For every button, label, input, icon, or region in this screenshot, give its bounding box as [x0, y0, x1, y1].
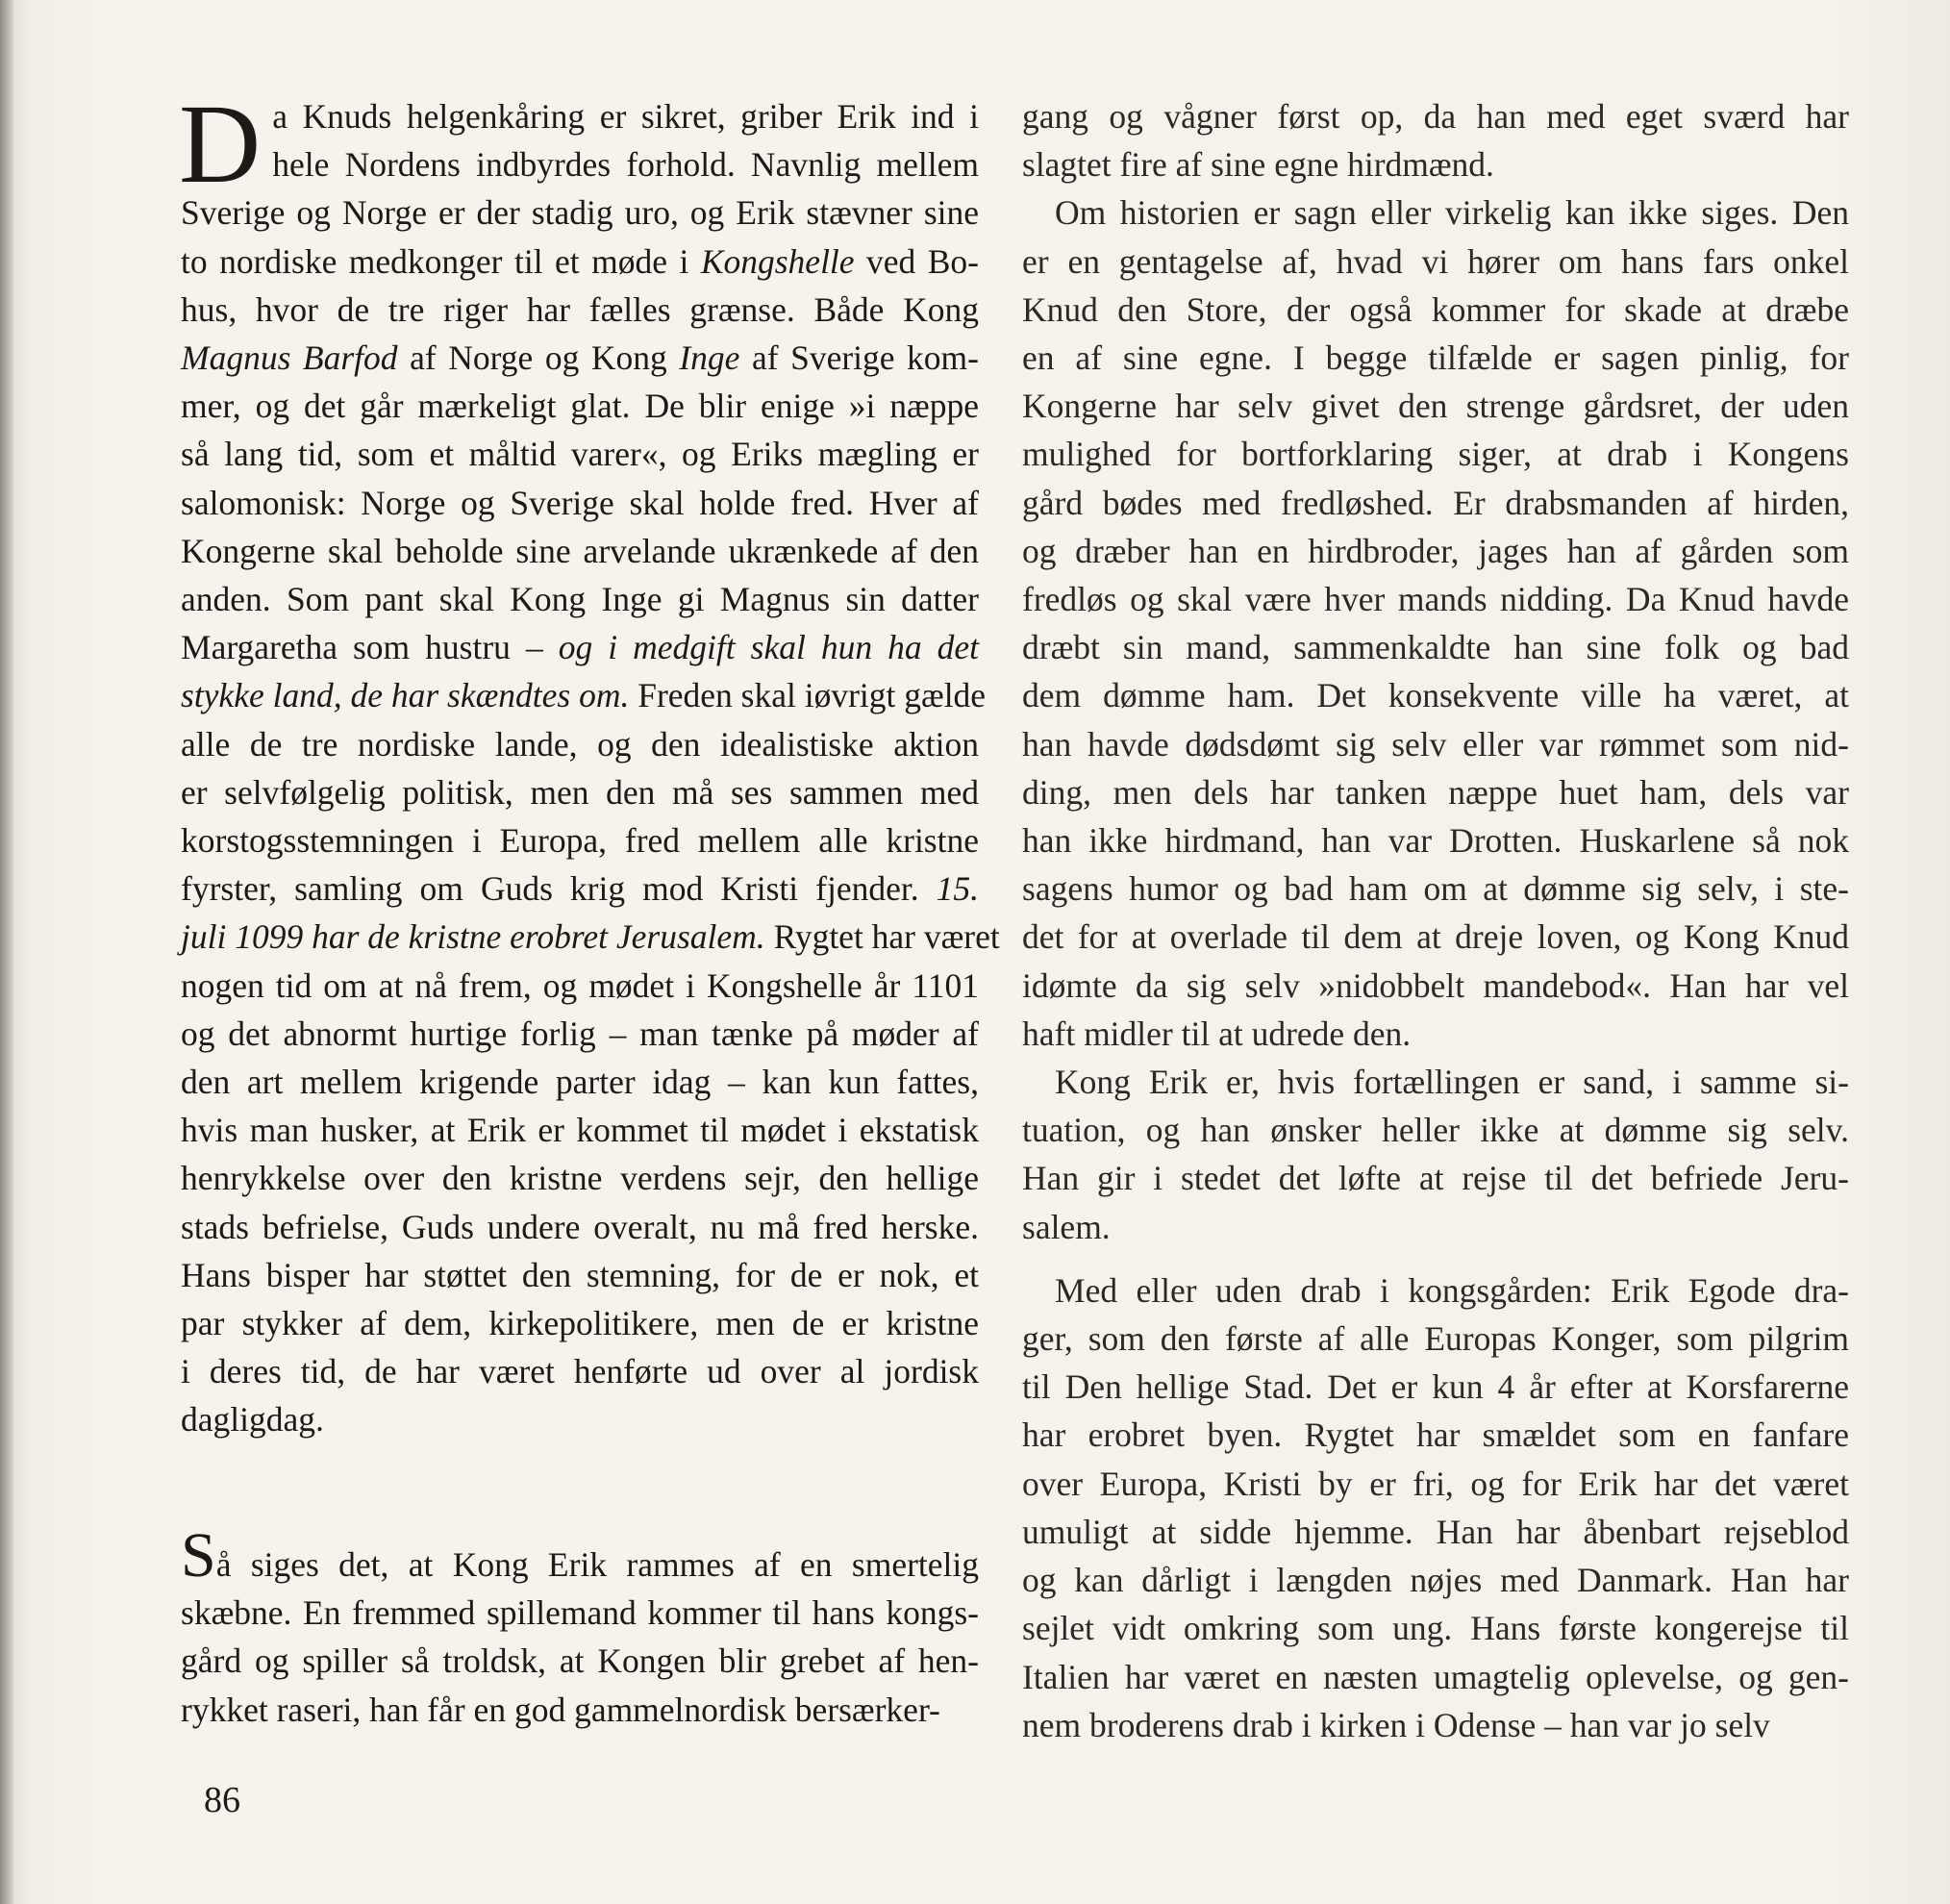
- paragraph-section-2: [181, 1520, 979, 1734]
- paragraph-pilgrimage: [1022, 1266, 1849, 1749]
- paragraph-continuation: [1022, 92, 1849, 188]
- text-line: Knud den Store, der også kommer for skade at dræbe: [1022, 289, 1849, 329]
- text-line: Kongerne skal beholde sine arvelande ukrænkede af den: [181, 531, 979, 570]
- text-line: gård bødes med fredløshed. Er drabsmanden af hirden,: [1022, 483, 1849, 522]
- text-line: og det abnormt hurtige forlig – man tænke på møder af: [181, 1014, 979, 1053]
- text-line: tuation, og han ønsker heller ikke at dømme sig selv.: [1022, 1111, 1849, 1150]
- text-line: gang og vågner først op, da han med eget sværd har: [1022, 97, 1849, 136]
- text-line: alle de tre nordiske lande, og den idealistiske aktion: [181, 724, 979, 764]
- text-line: Sverige og Norge er der stadig uro, og Erik stævner sine: [181, 193, 979, 233]
- italic-text: og i medgift skal hun ha det: [558, 628, 979, 667]
- text-line: henrykkelse over den kristne verdens sejr, den hellige: [181, 1159, 979, 1198]
- text-line: haft midler til at udrede den.: [1022, 1014, 1412, 1053]
- text-line: så lang tid, som et måltid varer«, og Eriks mægling er: [181, 435, 979, 474]
- italic-text: Magnus Barfod: [181, 338, 398, 378]
- text-line: idømte da sig selv »nidobbelt mandebod«. Han har vel: [1022, 965, 1849, 1005]
- text-line: umuligt at sidde hjemme. Han har åbenbart rejseblod: [1022, 1512, 1849, 1551]
- text-line: korstogsstemningen i Europa, fred mellem alle kristne: [181, 821, 979, 861]
- text-line: slagtet fire af sine egne hirdmænd.: [1022, 145, 1494, 185]
- text-line: Kongerne har selv givet den strenge gårdsret, der uden: [1022, 387, 1849, 426]
- text-line: til Den hellige Stad. Det er kun 4 år efter at Korsfarerne: [1022, 1367, 1849, 1407]
- text-line: den art mellem krigende parter idag – kan kun fattes,: [181, 1063, 979, 1102]
- drop-cap: S: [181, 1520, 216, 1591]
- text-line: mulighed for bortforklaring siger, at drab i Kongens: [1022, 435, 1849, 474]
- text-line: juli 1099 har de kristne erobret Jerusalem. Rygtet har været: [181, 917, 1000, 957]
- text-line: stykke land, de har skændtes om. Freden skal iøvrigt gælde: [181, 676, 987, 715]
- text-line: anden. Som pant skal Kong Inge gi Magnus sin datter: [181, 580, 979, 619]
- text-line: fredløs og skal være hver mands nidding. Da Knud havde: [1022, 580, 1849, 619]
- text-line: hus, hvor de tre riger har fælles grænse. Både Kong: [181, 289, 979, 329]
- text-line: mer, og det går mærkeligt glat. De blir enige »i næppe: [181, 387, 979, 426]
- text-line: nogen tid om at nå frem, og mødet i Kongshelle år 1101: [181, 965, 979, 1005]
- text-line: er selvfølgelig politisk, men den må ses sammen med: [181, 772, 979, 812]
- text-line: Så siges det, at Kong Erik rammes af en smertelig: [181, 1520, 979, 1591]
- text-line: Margaretha som hustru – og i medgift skal hun ha det: [181, 628, 979, 667]
- italic-text: Kongshelle: [700, 241, 855, 281]
- text-line: skæbne. En fremmed spillemand kommer til hans kongs-: [181, 1593, 979, 1633]
- paragraph-kong-erik: [1022, 1058, 1849, 1251]
- italic-text: juli 1099 har de kristne erobret Jerusalem.: [181, 917, 765, 957]
- text-line: stads befrielse, Guds undere overalt, nu må fred herske.: [181, 1207, 979, 1246]
- text-line: salem.: [1022, 1207, 1111, 1246]
- text-line: og kan dårligt i længden nøjes med Danmark. Han har: [1022, 1561, 1849, 1600]
- text-line: over Europa, Kristi by er fri, og for Erik har det været: [1022, 1464, 1849, 1503]
- text-line: er en gentagelse af, hvad vi hører om hans fars onkel: [1022, 241, 1849, 281]
- text-line: han havde dødsdømt sig selv eller var rømmet som nid-: [1022, 724, 1849, 764]
- text-line: det for at overlade til dem at dreje loven, og Kong Knud: [1022, 917, 1849, 957]
- left-section-2: [181, 1520, 979, 1734]
- text-line: par stykker af dem, kirkepolitikere, men de er kristne: [181, 1304, 979, 1343]
- text-line: i deres tid, de har været henførte ud over al jordisk: [181, 1352, 979, 1391]
- text-line: sejlet vidt omkring som ung. Hans første kongerejse til: [1022, 1609, 1849, 1648]
- text-line: gård og spiller så troldsk, at Kongen blir grebet af hen-: [181, 1641, 979, 1681]
- text-line: en af sine egne. I begge tilfælde er sagen pinlig, for: [1022, 338, 1849, 378]
- text-line: dræbt sin mand, sammenkaldte han sine folk og bad: [1022, 628, 1849, 667]
- text-line: fyrster, samling om Guds krig mod Kristi fjender. 15.: [181, 869, 979, 909]
- italic-text: Inge: [679, 338, 740, 378]
- text-line: a Knuds helgenkåring er sikret, griber Erik ind i: [272, 97, 979, 136]
- text-line: dagligdag.: [181, 1400, 324, 1440]
- text-line: han ikke hirdmand, han var Drotten. Huskarlene så nok: [1022, 821, 1849, 861]
- text-line: to nordiske medkonger til et møde i Kongshelle ved Bo-: [181, 241, 979, 281]
- drop-cap: D: [179, 81, 262, 207]
- text-line: Kong Erik er, hvis fortællingen er sand, i samme si-: [1055, 1063, 1849, 1102]
- text-line: har erobret byen. Rygtet har smældet som en fanfare: [1022, 1415, 1849, 1455]
- text-line: Om historien er sagn eller virkelig kan ikke siges. Den: [1055, 193, 1849, 233]
- text-line: Magnus Barfod af Norge og Kong Inge af Sverige kom-: [181, 338, 979, 378]
- italic-text: 15.: [936, 869, 979, 909]
- italic-text: stykke land, de har skændtes om.: [181, 676, 630, 715]
- text-line: Italien har været en næsten umagtelig oplevelse, og gen-: [1022, 1657, 1849, 1696]
- text-line: Han gir i stedet det løfte at rejse til det befriede Jeru-: [1022, 1159, 1849, 1198]
- paragraph-intro: [179, 81, 1000, 1444]
- text-line: nem broderens drab i kirken i Odense – han var jo selv: [1022, 1705, 1770, 1744]
- left-column: [179, 81, 1000, 1444]
- right-column: [1022, 92, 1849, 1749]
- text-line: salomonisk: Norge og Sverige skal holde fred. Hver af: [181, 483, 979, 522]
- page-number: 86: [204, 1780, 240, 1820]
- text-line: Med eller uden drab i kongsgården: Erik Egode dra-: [1055, 1270, 1849, 1310]
- text-line: Hans bisper har støttet den stemning, for de er nok, et: [181, 1255, 979, 1294]
- text-line: ding, men dels har tanken næppe huet ham, dels var: [1022, 772, 1849, 812]
- text-line: hele Nordens indbyrdes forhold. Navnlig mellem: [272, 145, 979, 185]
- text-line: rykket raseri, han får en god gammelnordisk bersærker-: [181, 1690, 940, 1729]
- text-line: sagens humor og bad ham om at dømme sig selv, i ste-: [1022, 869, 1849, 909]
- gutter-shadow: [0, 0, 13, 1904]
- text-line: hvis man husker, at Erik er kommet til mødet i ekstatisk: [181, 1111, 979, 1150]
- paragraph-history: [1022, 188, 1849, 1058]
- text-line: og dræber han en hirdbroder, jages han af gården som: [1022, 531, 1849, 570]
- text-line: dem dømme ham. Det konsekvente ville ha været, at: [1022, 676, 1849, 715]
- text-line: ger, som den første af alle Europas Konger, som pilgrim: [1022, 1319, 1849, 1359]
